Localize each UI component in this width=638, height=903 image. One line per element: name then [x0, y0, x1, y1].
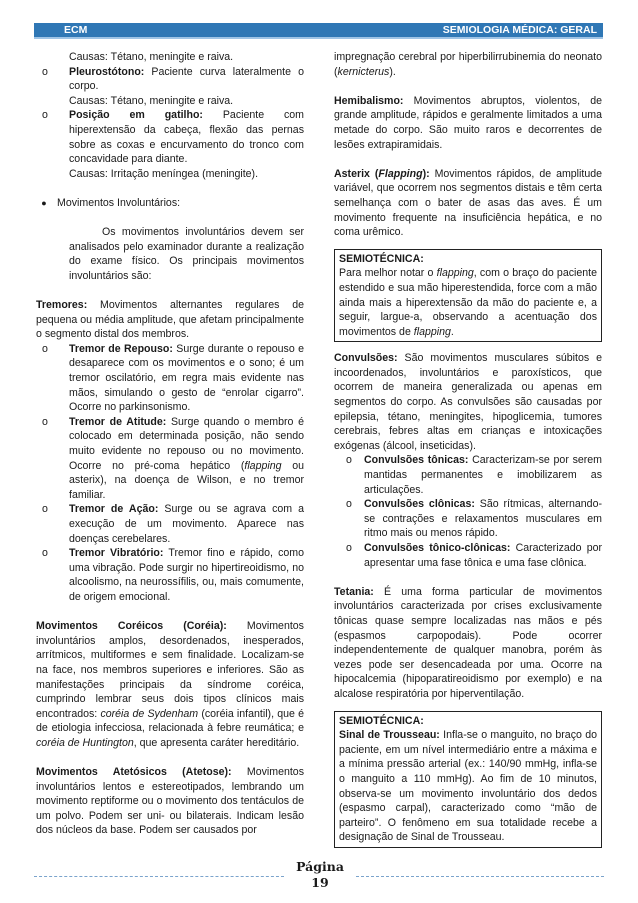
- page-number-value: 19: [311, 875, 329, 890]
- gatilho-causes: Causas: Irritação meníngea (meningite).: [69, 167, 259, 180]
- list-item-convulsoes-clonicas: o Convulsões clônicas: São rítmicas, alternando-se contrações e relaxamentos musculares em ritmo mais ou menos rápido.: [334, 497, 602, 541]
- list-item-tremor-vibratorio: o Tremor Vibratório: Tremor fino e rápido, como uma vibração. Pode surgir no hipertireoidismo, no alcoolismo, na neurossífilis, ou, mais comumente, de origem emocional.: [36, 546, 304, 604]
- asterix-paragraph: Asterix (Flapping): Movimentos rápidos, de amplitude variável, que ocorrem nos segmentos distais e têm certa semelhança com o bater de asas das aves. É um movimento frequente na insuficiência hepática, e no coma urêmico.: [334, 167, 602, 239]
- list-item-movimentos-involuntarios: ● Movimentos Involuntários:: [36, 196, 304, 211]
- list-item-gatilho: o Posição em gatilho: Paciente com hiperextensão da cabeça, flexão das pernas sobre as coxas e encurvamento do tronco com concavidade para diante.: [36, 108, 304, 166]
- sub-bullet-icon: o: [42, 342, 48, 355]
- header-left-title: ECM: [64, 24, 88, 36]
- tremores-paragraph: Tremores: Movimentos alternantes regulares de pequena ou média amplitude, que afetam principalmente o segmento distal dos membros.: [36, 299, 304, 341]
- list-item-tremor-atitude: o Tremor de Atitude: Surge quando o membro é colocado em determinada posição, não sendo muito evidente no repouso ou no movimento. Ocorre no pré-coma hepático (flapping ou asterix), na doença de Wilson, e no tremor familiar.: [36, 415, 304, 503]
- sub-bullet-icon: o: [42, 547, 48, 560]
- sub-bullet-icon: o: [346, 498, 352, 511]
- page-number: [290, 859, 350, 891]
- sub-bullet-icon: o: [42, 109, 48, 122]
- page-label: Página: [296, 859, 344, 874]
- left-column: [36, 50, 304, 838]
- intro-paragraph: Os movimentos involuntários devem ser analisados pelo examinador durante a realização do exame físico. Os principais movimentos involuntários são:: [69, 226, 304, 282]
- box-title: SEMIOTÉCNICA:: [339, 252, 424, 265]
- sub-bullet-icon: o: [42, 65, 48, 78]
- page-header: [34, 23, 603, 39]
- footer-divider-right: [356, 876, 604, 877]
- semiotecnica-flapping-box: [334, 249, 602, 343]
- list-item-pleurostotono: o Pleurostótono: Paciente curva lateralmente o corpo.: [36, 65, 304, 94]
- list-item-tremor-acao: o Tremor de Ação: Surge ou se agrava com a execução de um movimento. Aparece nas doenças cerebelares.: [36, 502, 304, 546]
- atetosicos-paragraph: Movimentos Atetósicos (Atetose): Movimentos involuntários lentos e estereotipados, lembrando um movimento reptiforme ou o movimento dos tentáculos de um polvo. Podem ser uni- ou bilaterais. Indicam lesão dos núcleos da base. Podem ser causados por: [36, 766, 304, 837]
- box-text: Sinal de Trousseau: Infla-se o manguito, no braço do paciente, em um nível intermediário entre a máxima e a mínima pressão arterial (ex.: 140/90 mmHg, infla-se o manguito a 110 mmHg). Ao fim de 10 minutos, observa-se um movimento involuntário dos dedos (espasmo carpal), caracterizado como “mão de parteiro”. O fenômeno em sua totalidade recebe a designação de Sinal de Trousseau.: [339, 729, 597, 844]
- tetania-paragraph: Tetania: É uma forma particular de movimentos involuntários caracterizada por crises exclusivamente tônicas quase sempre localizadas nas mãos e pés (espasmos carpopodais). Pode ocorrer independentemente de qualquer manobra, porém às vezes pode ser desencadeada por uma. Ocorre na hipocalcemia (hipoparatireoidismo por exemplo) e na alcalose respiratória por hiperventilação.: [334, 585, 602, 700]
- box-text: Para melhor notar o flapping, com o braço do paciente estendido e sua mão hiperestendida, force com a mão ainda mais a hiperextensão da mão do paciente e, a seguir, largue-a, observando a acentuação dos movimentos de flapping.: [339, 267, 597, 338]
- list-item-convulsoes-tonicas: o Convulsões tônicas: Caracterizam-se por serem mantidas permanentes e imobilizarem as articulações.: [334, 453, 602, 497]
- semiotecnica-trousseau-box: [334, 711, 602, 848]
- sub-bullet-icon: o: [42, 503, 48, 516]
- atetosicos-continuation: impregnação cerebral por hiperbilirrubinemia do neonato (kernicterus).: [334, 51, 602, 78]
- hemibalismo-paragraph: Hemibalismo: Movimentos abruptos, violentos, de grande amplitude, rápidos e geralmente limitados a uma metade do corpo. São muito raros e decorrentes de lesões extrapiramidais.: [334, 94, 602, 151]
- sub-bullet-icon: o: [346, 454, 352, 467]
- right-column: [334, 50, 602, 848]
- pleurostotono-causes: Causas: Tétano, meningite e raiva.: [69, 94, 234, 107]
- coreicos-paragraph: Movimentos Coréicos (Coréia): Movimentos involuntários amplos, desordenados, inesperados, arrítmicos, multiformes e sem finalidade. Localizam-se na face, nos membros superiores e inferiores. São as manifestações principais da síndrome coréica, cumprindo lembrar seus dois tipos clínicos mais encontrados: coréia de Sydenham (coréia infantil), que é de etiologia infecciosa, relacionada à febre reumática; e coréia de Huntington, que apresenta caráter hereditário.: [36, 620, 304, 749]
- box-title: SEMIOTÉCNICA:: [339, 714, 424, 727]
- header-right-title: SEMIOLOGIA MÉDICA: GERAL: [442, 24, 597, 36]
- list-item-convulsoes-tonico-clonicas: o Convulsões tônico-clônicas: Caracterizado por apresentar uma fase tônica e uma fase clônica.: [334, 541, 602, 570]
- list-item-tremor-repouso: o Tremor de Repouso: Surge durante o repouso e desaparece com os movimentos e o sono; é um tremor oscilatório, em regra mais evidente nas mãos, simulando o gesto de “enrolar cigarro”. Ocorre no parkinsonismo.: [36, 342, 304, 415]
- bullet-icon: ●: [41, 197, 47, 208]
- footer-divider-left: [34, 876, 284, 877]
- sub-bullet-icon: o: [42, 415, 48, 428]
- opistotono-causes: Causas: Tétano, meningite e raiva.: [69, 51, 234, 63]
- convulsoes-paragraph: Convulsões: São movimentos musculares súbitos e incoordenados, involuntários e paroxísticos, que ocorrem de maneira generalizada ou apenas em segmentos do corpo. As convulsões são causadas por epilepsia, tétano, meningites, hipoglicemia, tumores cerebrais, febres altas em crianças e intoxicações exógenas (álcool, inseticidas).: [334, 352, 602, 452]
- sub-bullet-icon: o: [346, 542, 352, 554]
